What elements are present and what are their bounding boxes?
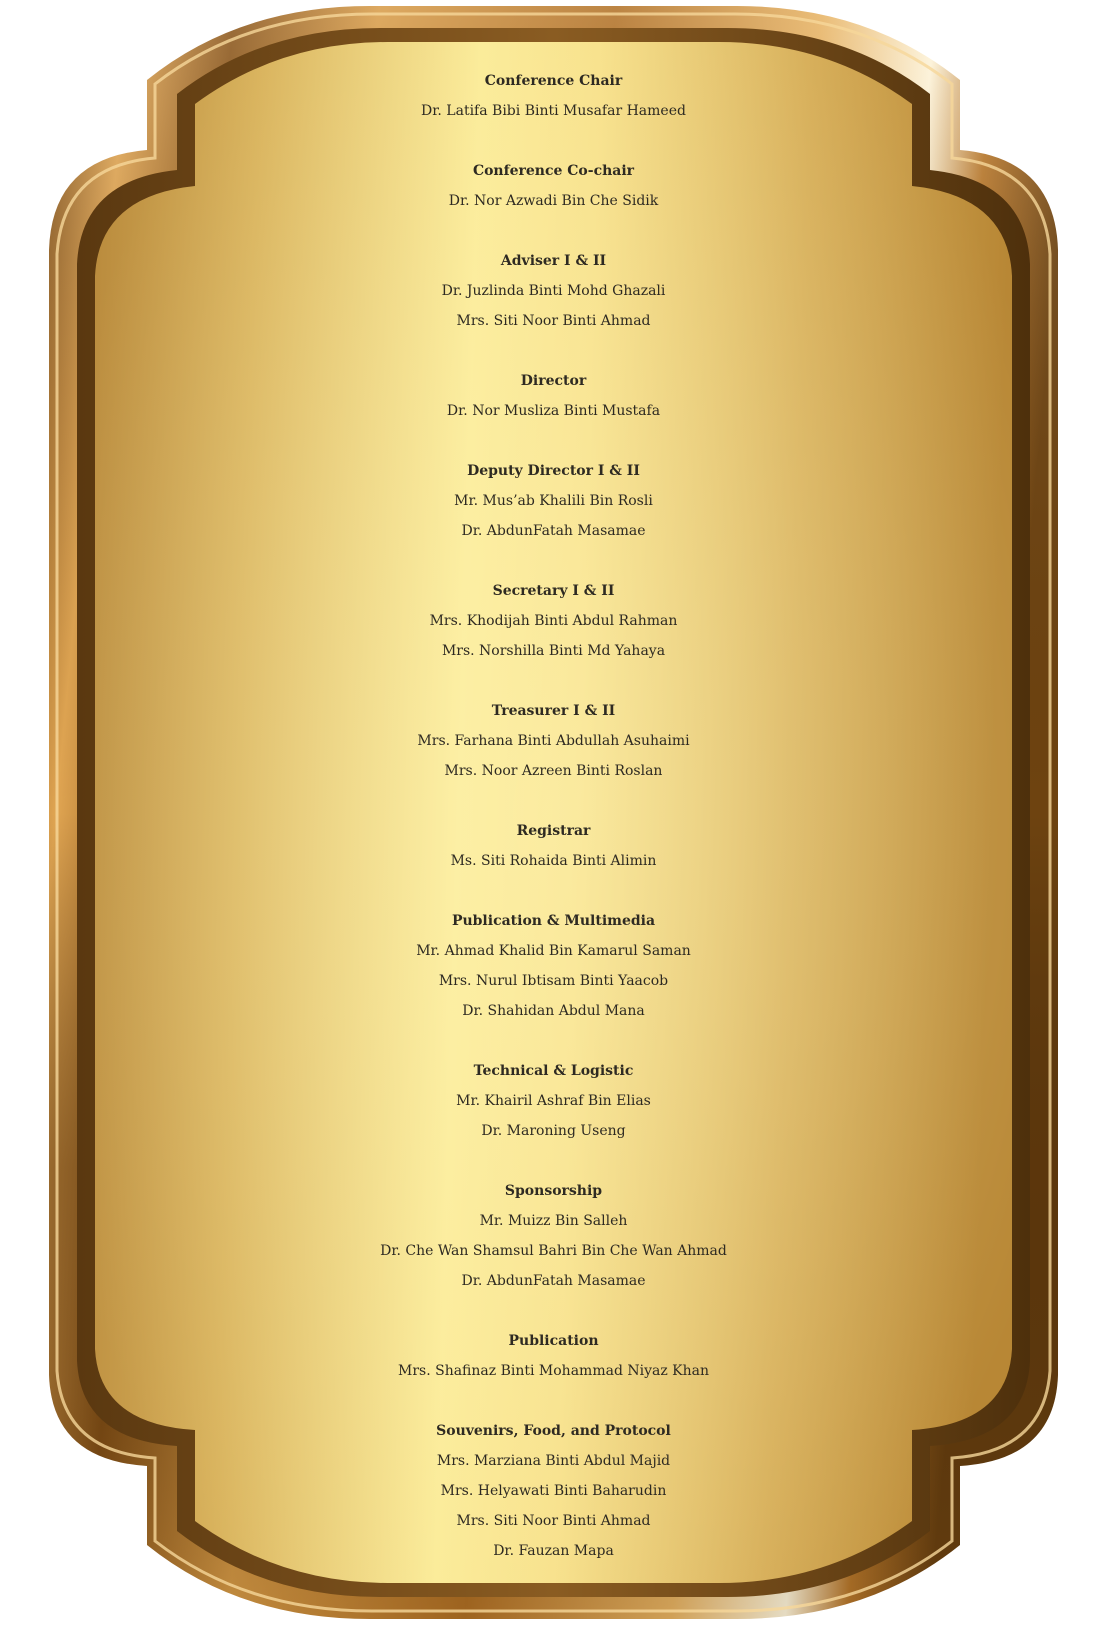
committee-section: [150, 1056, 957, 1146]
member-name: Mrs. Helyawati Binti Baharudin: [440, 1483, 667, 1499]
committee-section: [150, 576, 957, 666]
member-name: Mrs. Noor Azreen Binti Roslan: [444, 763, 663, 779]
section-title: Secretary I & II: [492, 583, 615, 599]
member-name: Mr. Khairil Ashraf Bin Elias: [456, 1093, 651, 1109]
section-title: Adviser I & II: [500, 253, 607, 269]
section-title: Deputy Director I & II: [467, 463, 640, 479]
member-name: Dr. Maroning Useng: [481, 1123, 626, 1139]
member-name: Dr. Juzlinda Binti Mohd Ghazali: [441, 283, 666, 299]
member-name: Mr. Mus’ab Khalili Bin Rosli: [454, 493, 653, 509]
member-name: Dr. Nor Musliza Binti Mustafa: [446, 403, 661, 419]
member-name: Mrs. Marziana Binti Abdul Majid: [436, 1453, 671, 1469]
section-title: Director: [520, 373, 587, 389]
section-title: Conference Chair: [484, 73, 623, 89]
member-name: Ms. Siti Rohaida Binti Alimin: [450, 853, 657, 869]
committee-section: [150, 1326, 957, 1386]
member-name: Mrs. Nurul Ibtisam Binti Yaacob: [438, 973, 669, 989]
section-title: Souvenirs, Food, and Protocol: [436, 1423, 671, 1439]
member-name: Mrs. Farhana Binti Abdullah Asuhaimi: [417, 733, 690, 749]
member-name: Mrs. Siti Noor Binti Ahmad: [456, 1513, 651, 1529]
member-name: Dr. Latifa Bibi Binti Musafar Hameed: [421, 103, 686, 119]
section-title: Registrar: [516, 823, 591, 839]
member-name: Dr. Nor Azwadi Bin Che Sidik: [448, 193, 659, 209]
section-title: Treasurer I & II: [491, 703, 616, 719]
committee-section: [150, 906, 957, 1026]
member-name: Dr. AbdunFatah Masamae: [461, 523, 646, 539]
member-name: Mrs. Norshilla Binti Md Yahaya: [441, 643, 666, 659]
section-title: Sponsorship: [504, 1183, 603, 1199]
committee-roster: [150, 66, 957, 1596]
member-name: Dr. Fauzan Mapa: [493, 1543, 614, 1559]
member-name: Mrs. Shafinaz Binti Mohammad Niyaz Khan: [397, 1363, 709, 1379]
section-title: Publication: [508, 1333, 599, 1349]
member-name: Mr. Muizz Bin Salleh: [479, 1213, 628, 1229]
committee-section: [150, 816, 957, 876]
section-title: Publication & Multimedia: [451, 913, 656, 929]
committee-section: [150, 156, 957, 216]
member-name: Dr. AbdunFatah Masamae: [461, 1273, 646, 1289]
committee-section: [150, 66, 957, 126]
member-name: Mr. Ahmad Khalid Bin Kamarul Saman: [416, 943, 691, 959]
section-title: Conference Co-chair: [472, 163, 635, 179]
committee-section: [150, 1176, 957, 1296]
member-name: Dr. Che Wan Shamsul Bahri Bin Che Wan Ahmad: [380, 1243, 727, 1259]
member-name: Dr. Shahidan Abdul Mana: [462, 1003, 645, 1019]
committee-section: [150, 696, 957, 786]
committee-section: [150, 456, 957, 546]
section-title: Technical & Logistic: [473, 1063, 634, 1079]
committee-section: [150, 246, 957, 336]
member-name: Mrs. Siti Noor Binti Ahmad: [456, 313, 651, 329]
committee-section: [150, 366, 957, 426]
member-name: Mrs. Khodijah Binti Abdul Rahman: [429, 613, 678, 629]
committee-section: [150, 1416, 957, 1566]
